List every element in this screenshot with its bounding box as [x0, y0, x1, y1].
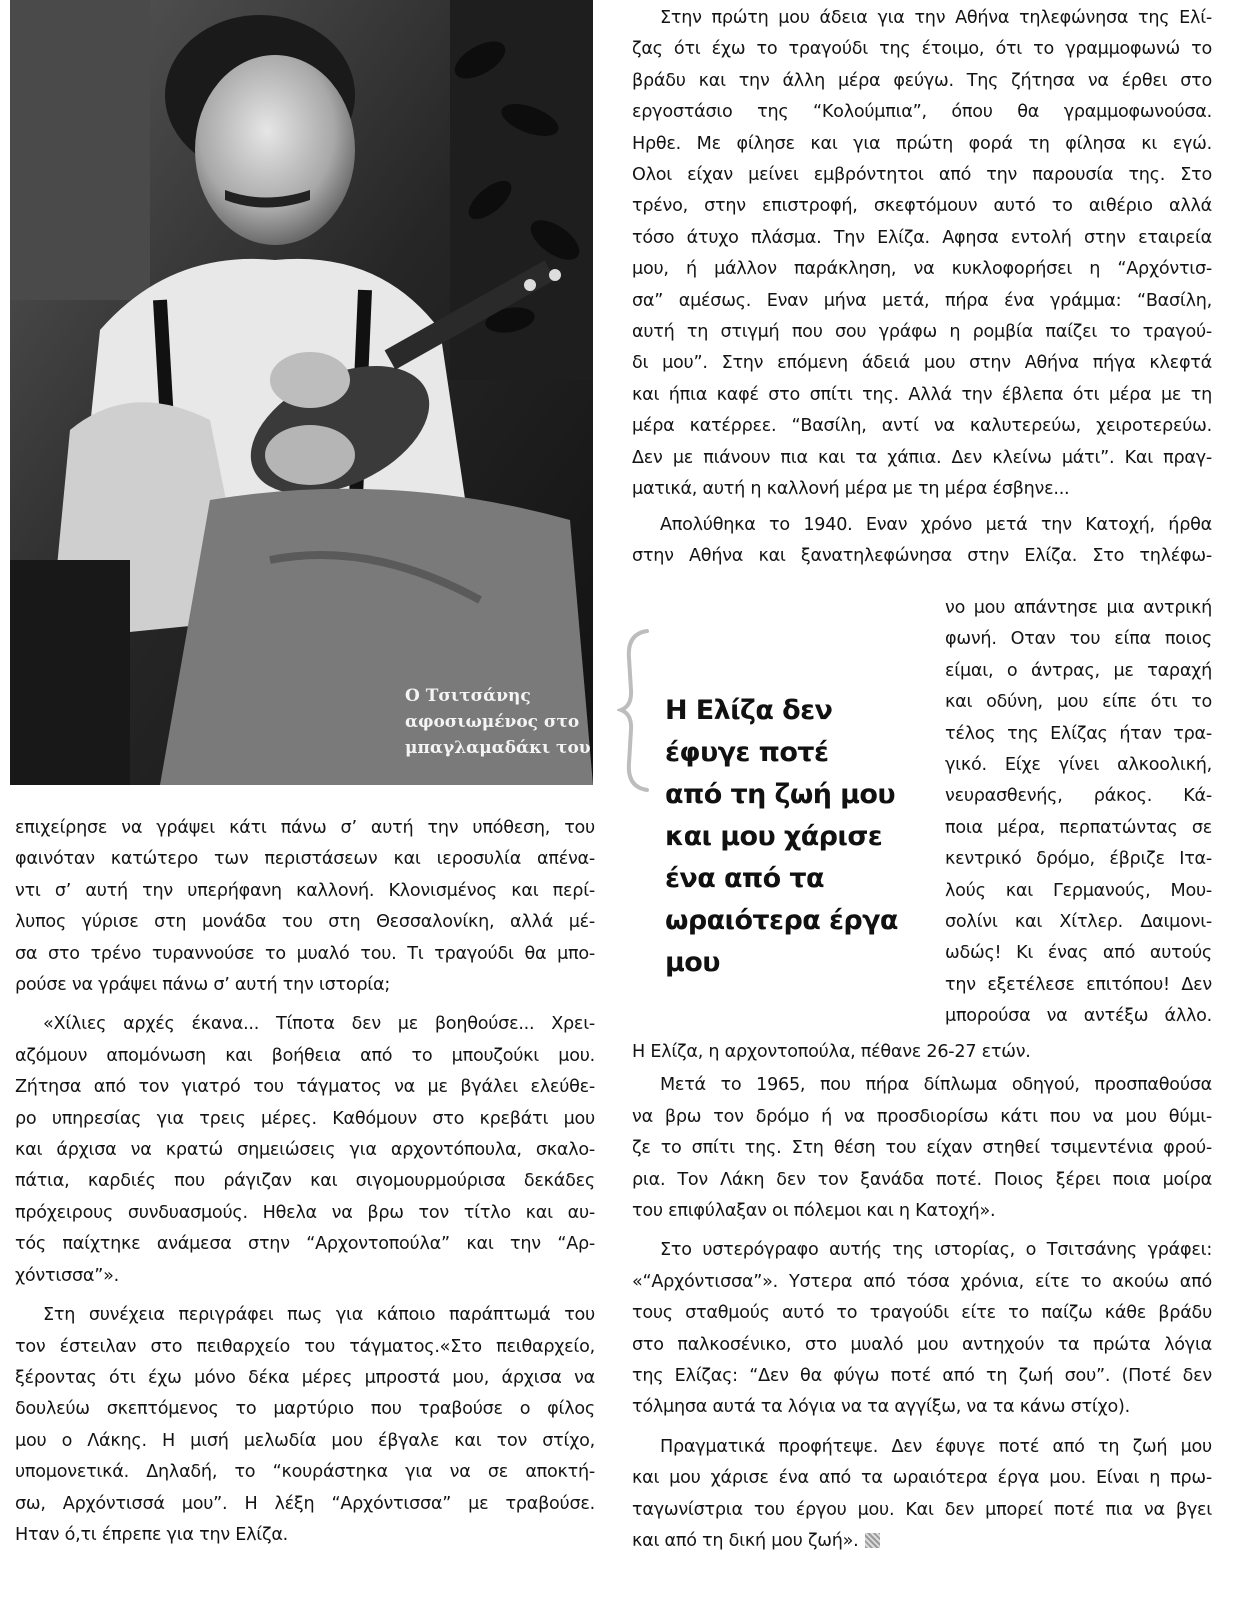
- pull-quote-line: έφυγε ποτέ: [665, 737, 829, 768]
- pull-quote-line: Η Ελίζα δεν: [665, 695, 833, 726]
- text-line: Στην πρώτη μου άδεια για την Αθήνα τηλεφώνησα της Ελί-: [660, 8, 1212, 28]
- end-of-article-icon: [865, 1533, 880, 1548]
- text-line: είμαι, ο άντρας, με ταραχή: [945, 660, 1212, 681]
- text-line: μέρα κατέρρεε. “Βασίλη, αντί να καλυτερεύω, χειροτερεύω.: [632, 416, 1212, 437]
- text-line: ποια μέρα, περπατώντας σε: [945, 817, 1212, 838]
- paragraph: [632, 1037, 1212, 1068]
- text-line: Ηρθε. Με φίλησε και για πρώτη φορά τη φίλησα κι εγώ.: [632, 133, 1212, 154]
- text-line: τους σταθμούς αυτό το τραγούδι είτε το παίζω κάθε βράδυ: [632, 1303, 1212, 1324]
- text-line: τρένο, στην επιστροφή, σκεφτόμουν αυτό το αιθέριο αλλά: [632, 196, 1212, 217]
- photo-image: [10, 0, 593, 785]
- pull-quote: [665, 690, 935, 984]
- pull-quote-line: από τη ζωή μου: [665, 779, 895, 810]
- text-line: εργοστάσιο της “Κολούμπια”, όπου θα γραμμοφωνούσα.: [632, 102, 1212, 123]
- text-line: τόλμησα αυτά τα λόγια να τα αγγίξω, να τα κάνω στίχο).: [632, 1397, 1130, 1418]
- text-line: βράδυ και την άλλη μέρα φεύγω. Της ζήτησα να έρθει στο: [632, 70, 1212, 91]
- text-fragment: και από τη δική μου ζωή».: [632, 1531, 859, 1552]
- text-line: χόντισσα”».: [15, 1265, 119, 1286]
- text-line: σολίνι και Χίτλερ. Δαιμονι-: [945, 912, 1212, 933]
- curly-brace-icon: [617, 628, 653, 793]
- text-line: φαινόταν κατώτερο των περιστάσεων και ιεροσυλία απένα-: [15, 849, 595, 870]
- text-line: λυπος γύρισε στη μονάδα του στη Θεσσαλονίκη, αλλά μέ-: [15, 912, 595, 933]
- text-line: της Ελίζας: “Δεν θα φύγω ποτέ από τη ζωή σου”. (Ποτέ δεν: [632, 1366, 1212, 1387]
- text-line: Στη συνέχεια περιγράφει πως για κάποιο παράπτωμά του: [43, 1305, 595, 1326]
- text-line: αυτή τη στιγμή που σου γράφω η ρομβία παίζει το τραγού-: [632, 322, 1212, 343]
- text-line: ντι σ’ αυτή την υπερήφανη καλλονή. Κλονισμένος και περί-: [15, 880, 595, 901]
- text-line: μου ο Λάκης. Η μισή μελωδία μου έβγαλε και τον στίχο,: [15, 1430, 595, 1451]
- paragraph: [15, 813, 595, 1001]
- text-line: κεντρικό δρόμο, έβριζε Ιτα-: [945, 849, 1212, 870]
- text-line: Στο υστερόγραφο αυτής της ιστορίας, ο Τσιτσάνης γράφει:: [660, 1240, 1212, 1261]
- paragraph: [632, 3, 1212, 506]
- text-line: και οδύνη, μου είπε ότι το: [945, 692, 1212, 713]
- text-line: την εξετέλεσε επιτόπου! Δεν: [945, 974, 1212, 995]
- caption-line: μπαγλαμαδάκι του: [405, 738, 591, 758]
- text-line: πρόχειρους συνδυασμούς. Ηθελα να βρω τον τίτλο και αυ-: [15, 1202, 595, 1223]
- paragraph: [632, 1235, 1212, 1423]
- caption-line: αφοσιωμένος στο: [405, 712, 580, 732]
- text-line: μπορούσα να αντέξω άλλο.: [945, 1006, 1212, 1027]
- text-line: σα στο τρένο τυραννούσε το μυαλό του. Τι τραγούδι θα μπο-: [15, 943, 595, 964]
- text-line: δι μου”. Στην επόμενη άδειά μου στην Αθήνα πήγα κλεφτά: [632, 353, 1212, 374]
- text-line: νο μου απάντησε μια αντρική: [945, 598, 1212, 618]
- text-line: και ήπια καφέ στο σπίτι της. Αλλά την έβλεπα ότι μέρα με τη: [632, 384, 1212, 405]
- text-line: ζας ότι έχω το τραγούδι της έτοιμο, ότι το γραμμοφωνώ το: [632, 39, 1212, 60]
- text-line: μου, ή μάλλον παράκληση, να κυκλοφορήσει η “Αρχόντισ-: [632, 259, 1212, 280]
- text-line: ζε το σπίτι της. Στη θέση του είχαν στηθεί τσιμεντένια φρού-: [632, 1138, 1212, 1159]
- text-line: υπομονετικά. Δηλαδή, το “κουράστηκα για να σε αποκτή-: [15, 1462, 595, 1483]
- text-line: στο παλκοσένικο, στο μυαλό μου αντηχούν τα πρώτα λόγια: [632, 1334, 1212, 1355]
- text-line: να βρω τον δρόμο ή να προσδιορίσω κάτι που να μου θύμι-: [632, 1106, 1212, 1127]
- text-line: Πραγματικά προφήτεψε. Δεν έφυγε ποτέ από τη ζωή μου: [660, 1436, 1212, 1457]
- text-line: ρια. Τον Λάκη δεν τον ξανάδα ποτέ. Ποιος ξέρει ποια μοίρα: [632, 1169, 1212, 1190]
- text-line: ματικά, αυτή η καλλονή μέρα με τη μέρα έσβηνε...: [632, 479, 1070, 500]
- left-column: [15, 813, 595, 1551]
- right-column-bottom: [632, 1037, 1212, 1558]
- text-line: σω, Αρχόντισσά μου”. Η λέξη “Αρχόντισσα” με τραβούσε.: [15, 1493, 595, 1514]
- text-line: Ηταν ό,τι έπρεπε για την Ελίζα.: [15, 1524, 289, 1545]
- text-line: ωδώς! Κι ένας από αυτούς: [945, 943, 1212, 964]
- text-line: στην Αθήνα και ξανατηλεφώνησα στην Ελίζα. Στο τηλέφω-: [632, 545, 1212, 566]
- text-line: ξέροντας ότι έχω μόνο δέκα μέρες μπροστά μου, άρχισα να: [15, 1367, 595, 1388]
- text-line: Μετά το 1965, που πήρα δίπλωμα οδηγού, προσπαθούσα: [660, 1075, 1212, 1096]
- pull-quote-line: ένα από τα: [665, 863, 825, 894]
- text-line: ταγωνίστρια του έργου μου. Και δεν μπορεί ποτέ πια να βγει: [632, 1499, 1212, 1520]
- text-line: δουλεύω σκεπτόμενος το μαρτύριο που τραβούσε ο φίλος: [15, 1399, 595, 1420]
- text-line: τον έστειλαν στο πειθαρχείο του τάγματος.«Στο πειθαρχείο,: [15, 1336, 595, 1357]
- pull-quote-line: και μου χάρισε: [665, 821, 883, 852]
- text-line: πάτια, καρδιές που ράγιζαν και σιγομουρμούρισα δεκάδες: [15, 1171, 595, 1192]
- text-line: και μου χάρισε ένα από τα ωραιότερα έργα μου. Είναι η πρω-: [632, 1468, 1212, 1489]
- text-line: σα” αμέσως. Εναν μήνα μετά, πήρα ένα γράμμα: “Βασίλη,: [632, 290, 1212, 311]
- caption-line: Ο Τσιτσάνης: [405, 686, 531, 706]
- paragraph: [15, 1300, 595, 1551]
- text-line: νευρασθενής, ράκος. Κά-: [945, 786, 1212, 807]
- paragraph: [632, 510, 1212, 573]
- photo-caption: [405, 683, 593, 761]
- text-line: τός παίχτηκε ανάμεσα στην “Αρχοντοπούλα” και την “Αρ-: [15, 1234, 595, 1255]
- text-line: ρο υπηρεσίας για τρεις μέρες. Καθόμουν στο κρεβάτι μου: [15, 1108, 595, 1129]
- text-line: Δεν με πιάνουν πια και τα χάπια. Δεν κλείνω μάτι”. Και πραγ-: [632, 447, 1212, 468]
- text-line: του επιφύλαξαν οι πόλεμοι και η Κατοχή».: [632, 1201, 996, 1222]
- text-line: και άρχισα να κρατώ σημειώσεις για αρχοντόπουλα, σκαλο-: [15, 1140, 595, 1161]
- pull-quote-line: μου: [665, 947, 720, 978]
- text-line: Ολοι είχαν μείνει εμβρόντητοι από την παρουσία της. Στο: [632, 165, 1212, 186]
- paragraph: [632, 1432, 1212, 1558]
- text-line: ρούσε να γράψει πάνω σ’ αυτή την ιστορία;: [15, 975, 391, 996]
- right-column-top: [632, 3, 1212, 572]
- text-line: «Χίλιες αρχές έκανα... Τίποτα δεν με βοηθούσε... Χρει-: [43, 1014, 595, 1035]
- text-line: γικό. Είχε γίνει αλκοολική,: [945, 755, 1212, 776]
- text-line: επιχείρησε να γράψει κάτι πάνω σ’ αυτή την υπόθεση, του: [15, 818, 595, 838]
- text-line: Απολύθηκα το 1940. Εναν χρόνο μετά την Κατοχή, ήρθα: [660, 514, 1212, 535]
- text-line: Ζήτησα από τον γιατρό του τάγματος να με βγάλει ελεύθε-: [15, 1077, 595, 1098]
- text-line: αζόμουν απομόνωση και βοήθεια από το μπουζούκι μου.: [15, 1045, 595, 1066]
- photo: [10, 0, 593, 785]
- text-line: λούς και Γερμανούς, Μου-: [945, 880, 1212, 901]
- right-narrow-column: [945, 593, 1212, 1033]
- text-line: [632, 1526, 1212, 1557]
- text-line: «“Αρχόντισσα”». Υστερα από τόσα χρόνια, είτε το ακούω από: [632, 1271, 1212, 1292]
- text-line: φωνή. Οταν του είπα ποιος: [945, 629, 1212, 650]
- text-line: Η Ελίζα, η αρχοντοπούλα, πέθανε 26-27 ετών.: [632, 1042, 1031, 1062]
- pull-quote-line: ωραιότερα έργα: [665, 905, 898, 936]
- text-line: τέλος της Ελίζας ήταν τρα-: [945, 723, 1212, 744]
- text-line: τόσο άτυχο πλάσμα. Την Ελίζα. Αφησα εντολή στην εταιρεία: [632, 227, 1212, 248]
- paragraph: [15, 1009, 595, 1292]
- paragraph: [632, 1070, 1212, 1227]
